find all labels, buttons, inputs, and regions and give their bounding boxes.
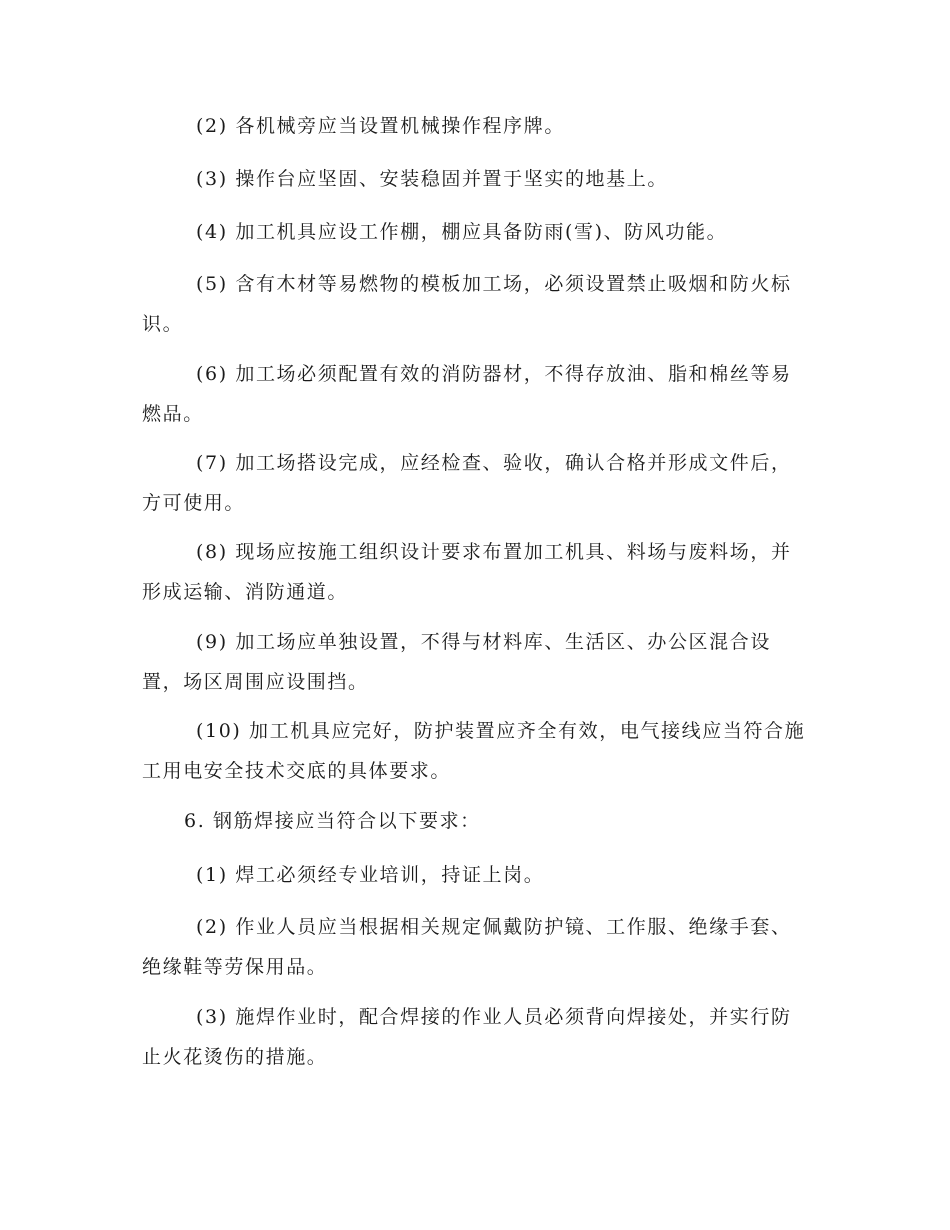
section-heading-welding: 6. 钢筋焊接应当符合以下要求： (184, 810, 481, 832)
paragraph-weld-item-2: (2) 作业人员应当根据相关规定佩戴防护镜、工作服、绝缘手套、绝缘鞋等劳保用品。 (142, 916, 792, 978)
paragraph-item-10-equipment: (10) 加工机具应完好，防护装置应齐全有效，电气接线应当符合施工用电安全技术交底的具体要求。 (142, 720, 806, 782)
paragraph-item-3-platform: (3) 操作台应坚固、安装稳固并置于坚实的地基上。 (196, 168, 668, 190)
paragraph-weld-item-1: (1) 焊工必须经专业培训，持证上岗。 (196, 864, 545, 886)
paragraph-item-9-separate: (9) 加工场应单独设置，不得与材料库、生活区、办公区混合设置，场区周围应设围挡。 (142, 631, 771, 693)
paragraph-item-6-extinguisher: (6) 加工场必须配置有效的消防器材，不得存放油、脂和棉丝等易燃品。 (142, 363, 792, 425)
paragraph-item-4-shed: (4) 加工机具应设工作棚，棚应具备防雨(雪)、防风功能。 (196, 221, 728, 243)
paragraph-item-7-inspection: (7) 加工场搭设完成，应经检查、验收，确认合格并形成文件后，方可使用。 (142, 452, 792, 514)
paragraph-weld-item-3: (3) 施焊作业时，配合焊接的作业人员必须背向焊接处，并实行防止火花烫伤的措施。 (142, 1006, 792, 1068)
paragraph-item-8-layout: (8) 现场应按施工组织设计要求布置加工机具、料场与废料场，并形成运输、消防通道。 (142, 541, 792, 603)
paragraph-item-2-sign: (2) 各机械旁应当设置机械操作程序牌。 (196, 115, 565, 137)
paragraph-item-5-fire-sign: (5) 含有木材等易燃物的模板加工场，必须设置禁止吸烟和防火标识。 (142, 273, 792, 335)
